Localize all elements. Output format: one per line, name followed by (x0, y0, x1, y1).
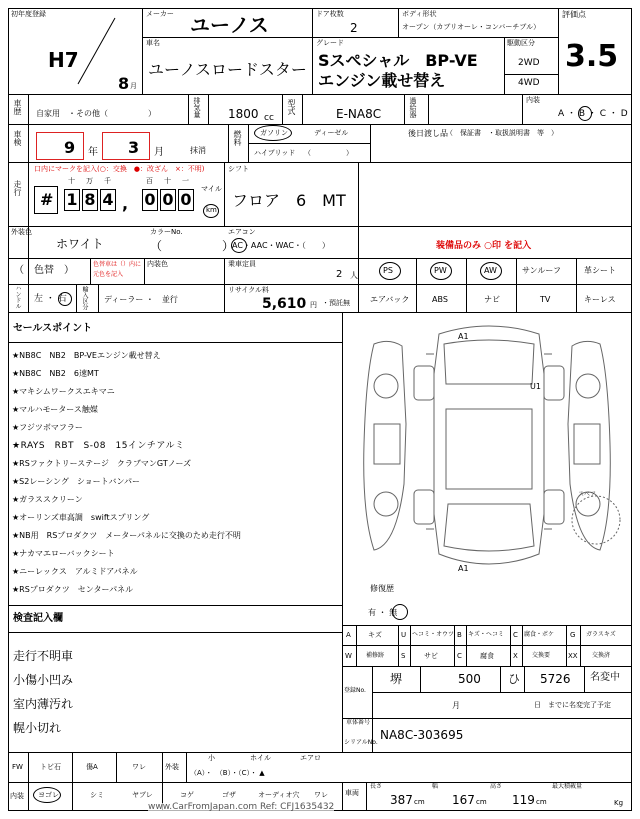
equip-navi: ナビ (484, 295, 500, 304)
length-label: 長さ (370, 783, 383, 790)
equip-aw: AW (484, 266, 497, 275)
slash-divider (70, 16, 120, 86)
registration-month-unit: 月 (452, 701, 460, 710)
drive-label: 駆動区分 (507, 39, 535, 47)
repaint-value: （ 色替 ） (14, 265, 74, 276)
width-value: 167 (452, 793, 475, 807)
height-value: 119 (512, 793, 535, 807)
grade-label: グレード (316, 39, 344, 47)
shift-label: シフト (228, 165, 249, 173)
sales-point-item: ★マキシムワークスエキマニ (12, 387, 115, 396)
inspection-note-item: 小傷小凹み (13, 673, 74, 687)
damage-mark-a1-bottom: A1 (458, 564, 469, 573)
damage-mark-a1-top: A1 (458, 332, 469, 341)
sales-point-item: ★ガラススクリーン (12, 495, 83, 504)
mileage-digit: 0 (160, 189, 176, 211)
handle-right-mark (58, 292, 72, 306)
mileage-hash: # (40, 190, 54, 209)
first-reg-month: 8 (118, 74, 130, 93)
maker-label: メーカー (146, 10, 174, 18)
sales-point-item: ★S2レーシング ショートバンパー (12, 477, 140, 486)
sales-point-item: ★ニーレックス アルミドアパネル (12, 567, 138, 576)
sales-point-item: ★オーリンズ車高調 swiftスプリング (12, 513, 150, 522)
repair-history-options: 有 ・ 無 (368, 608, 398, 617)
body-type-label: ボディ形状 (402, 10, 437, 18)
length-value: 387 (390, 793, 413, 807)
sales-point-item: ★NB8C NB2 6速MT (12, 369, 99, 378)
shift-value: フロア 6 MT (232, 191, 346, 210)
docs-value: （ 保証書 ・取扱説明書 等 ） (446, 129, 558, 137)
load-label: 最大積載量 (552, 783, 583, 790)
inner-color-label: 内装色 (147, 260, 168, 268)
mileage-unit-5: 一 (182, 177, 189, 185)
inner-item: ヤブレ (132, 791, 153, 799)
displacement-value: 1800 (228, 107, 259, 121)
drive-2wd: 2WD (518, 58, 540, 68)
exterior-wheel: ホイル (250, 754, 271, 762)
legend-code: G (570, 631, 576, 639)
type-value: E-NA8C (336, 107, 382, 121)
length-unit: cm (414, 798, 425, 806)
recycle-value: 5,610 (262, 296, 307, 312)
inner-item: シミ (90, 791, 104, 799)
fuel-gas: ガソリン (260, 129, 288, 137)
equip-leather: 革シート (584, 266, 616, 275)
recycle-unit: 円 (310, 301, 317, 309)
inspection-expired: 抹消 (190, 146, 206, 155)
legend-desc: 腐食・ボケ (524, 631, 555, 638)
height-unit: cm (536, 798, 547, 806)
inspection-notes-title: 検査記入欄 (13, 613, 63, 624)
car-history-label: 車歴 (13, 99, 22, 115)
sales-point-item: ★RSファクトリーステージ クラブマンGTノーズ (12, 459, 192, 468)
interior-label: 内装 (526, 96, 540, 104)
mileage-unit-4: 十 (164, 177, 171, 185)
import-label: 輸入区分 (81, 286, 88, 310)
damage-mark-u1: U1 (530, 382, 541, 391)
inner-item: ゴザ (222, 791, 236, 799)
vin-value: NA8C-303695 (380, 728, 464, 742)
model-name-value: ユーノスロードスター (148, 60, 307, 79)
legend-code: B (457, 631, 462, 639)
registration-label: 登録No. (344, 687, 366, 694)
inspection-note-item: 走行不明車 (13, 649, 74, 663)
score-value: 3.5 (565, 39, 619, 74)
sales-point-item: ★マルハモータース触媒 (12, 405, 98, 414)
equipment-note: 装備品のみ ○印 を記入 (436, 241, 532, 251)
equip-abs: ABS (432, 295, 448, 304)
grade-line-1: Sスペシャル BP-VE (318, 51, 478, 70)
exterior-bottom-label: 外装 (165, 763, 179, 771)
legend-desc: 交換済 (592, 652, 611, 659)
ac-label: エアコン (228, 228, 256, 236)
first-reg-year: H7 (48, 48, 79, 72)
handle-label: ハンドル (14, 285, 21, 309)
repaint-note-1: 色替車は（）内に (93, 261, 142, 268)
sales-point-item: ★フジツボマフラー (12, 423, 83, 432)
legend-code: XX (568, 652, 578, 660)
mileage-digit: 0 (142, 189, 158, 211)
fw-item: ワレ (132, 763, 146, 771)
equip-sunroof: サンルーフ (522, 266, 561, 275)
sales-point-item: ★NB用 RSプロダクツ メーターパネルに交換のため走行不明 (12, 531, 241, 540)
capacity-unit: 人 (350, 271, 358, 280)
docs-label: 後日渡し品 (408, 129, 448, 138)
handle-value: 左 ・ 右 (34, 294, 67, 304)
registration-date-note: 日 までに名変完了予定 (534, 701, 611, 709)
mileage-unit-0: 十 (68, 177, 75, 185)
inspection-month: 3 (128, 138, 140, 157)
doors-label: ドア枚数 (316, 10, 344, 18)
equip-pw: PW (434, 266, 447, 275)
sales-point-item: ★RSプロダクツ センターパネル (12, 585, 134, 594)
fuel-diesel: ディーゼル (314, 129, 349, 137)
fw-item: 傷A (86, 763, 98, 771)
mileage-note: 口内にマークを記入(○：交換 ●：改ざん ×：不明) (34, 165, 205, 173)
width-unit: cm (476, 798, 487, 806)
registration-kana: ひ (508, 672, 521, 686)
recycle-label: リサイクル料 (228, 286, 270, 294)
ac-options: AC・AAC・WAC・（ ） (232, 241, 330, 250)
legend-code: A (346, 631, 351, 639)
inner-item: オーディオ穴 (258, 791, 300, 799)
mileage-digit: 1 (64, 189, 80, 211)
fw-item: トビ石 (40, 763, 61, 771)
sales-point-item: ★ナカマエローバックシート (12, 549, 115, 558)
inspection-note-item: 幌小切れ (13, 721, 62, 735)
mileage-km: km (206, 206, 217, 214)
exterior-aero: エアロ (300, 754, 321, 762)
exterior-color-label: 外装色 (11, 228, 32, 236)
exterior-options: （A）・ （B）・（C）・ ▲ (190, 769, 265, 777)
sales-points-title: セールスポイント (13, 323, 93, 334)
charge-label: 過給器 (409, 97, 417, 118)
grade-line-2: エンジン載せ替え (318, 71, 446, 90)
mileage-comma: , (122, 194, 129, 213)
legend-desc: キズ (368, 631, 382, 639)
exterior-color-value: ホワイト (56, 237, 104, 251)
import-value: ディーラー ・ 並行 (104, 295, 178, 304)
body-type-value: オープン（カブリオーレ・コンバーチブル） (402, 23, 541, 31)
registration-class: 500 (458, 672, 481, 686)
inspection-note-item: 室内薄汚れ (13, 697, 74, 711)
exterior-small: 小 (208, 754, 215, 762)
car-body-diagram (344, 314, 630, 576)
fuel-other: （ ） (304, 149, 353, 157)
mileage-unit-3: 百 (146, 177, 153, 185)
sales-point-item: ★NB8C NB2 BP-VEエンジン載せ替え (12, 351, 161, 360)
equip-airbag: エアバック (370, 295, 410, 304)
inspection-month-box (102, 132, 150, 160)
vin-serial-label: シリアルNo. (344, 739, 378, 746)
watermark: www.CarFromJapan.com Ref: CFJ1635432 (148, 802, 335, 812)
registration-number: 5726 (540, 672, 571, 686)
drive-4wd: 4WD (518, 78, 540, 88)
legend-desc: 補修跡 (366, 652, 385, 659)
color-no-value: （ ） (150, 239, 235, 253)
displacement-unit: cc (264, 113, 274, 123)
legend-code: S (401, 652, 406, 660)
interior-grade-mark (578, 106, 592, 121)
legend-desc: ヘコミ・オウツ (412, 631, 455, 638)
repair-none-mark (392, 604, 408, 620)
first-reg-label: 初年度登録 (11, 10, 46, 18)
registration-office: 堺 (390, 672, 403, 686)
score-label: 評価点 (562, 10, 586, 19)
inspection-year-box (36, 132, 84, 160)
width-label: 幅 (432, 783, 439, 790)
legend-desc: サビ (424, 652, 438, 660)
mileage-unit-2: 千 (104, 177, 111, 185)
legend-code: U (401, 631, 407, 639)
load-unit: Kg (614, 799, 624, 807)
legend-desc: ガラスキズ (586, 631, 616, 638)
capacity-value: 2 (336, 269, 343, 280)
inner-bottom-label: 内装 (10, 792, 24, 800)
first-reg-month-unit: 月 (130, 82, 137, 90)
type-label: 型式 (287, 99, 296, 115)
mileage-digit: 8 (82, 189, 98, 211)
dims-label: 車両 (345, 789, 359, 797)
vin-label: 車体番号 (346, 719, 371, 726)
model-name-label: 車名 (146, 39, 160, 47)
inner-item: コゲ (180, 791, 194, 799)
spare-label: スペア (578, 491, 597, 498)
mileage-unit-1: 万 (86, 177, 93, 185)
capacity-label: 乗車定員 (228, 260, 256, 268)
legend-desc: 交換要 (532, 652, 551, 659)
ac-mark (231, 238, 247, 253)
inner-item: ワレ (314, 791, 328, 799)
sales-point-item: ★RAYS RBT S-08 15インチアルミ (12, 441, 185, 451)
height-label: 高さ (490, 783, 503, 790)
legend-code: W (345, 652, 352, 660)
recycle-deposit: ・預託無 (322, 299, 350, 307)
fuel-gas-mark (254, 125, 292, 141)
fw-label: FW (12, 763, 23, 771)
mileage-label: 走行 (13, 180, 22, 196)
legend-code: X (513, 652, 518, 660)
mileage-mile: マイル (201, 185, 222, 193)
legend-desc: 腐食 (480, 652, 494, 660)
equip-tv: TV (540, 295, 551, 304)
inspection-month-unit: 月 (154, 147, 164, 158)
doors-value: 2 (350, 21, 358, 35)
inspection-year-unit: 年 (88, 147, 98, 158)
legend-code: C (457, 652, 462, 660)
mileage-digit: 4 (100, 189, 116, 211)
displacement-label: 排気量 (193, 97, 201, 118)
equip-ps: PS (383, 266, 393, 275)
fuel-hybrid: ハイブリッド (254, 149, 296, 157)
inspection-year: 9 (64, 138, 76, 157)
equip-keyless: キーレス (584, 295, 616, 304)
color-no-label: カラーNo. (150, 228, 183, 236)
legend-code: C (513, 631, 518, 639)
repaint-note-2: 元色を記入 (93, 271, 124, 278)
usage-value: 自家用 ・その他（ ） (36, 109, 156, 118)
fuel-label: 燃料 (233, 130, 242, 146)
legend-desc: キズ・ヘコミ (468, 631, 504, 638)
maker-value: ユーノス (190, 13, 269, 37)
repair-history-label: 修復歴 (370, 584, 394, 593)
registration-change: 名変中 (590, 672, 620, 683)
inner-item: ヨゴレ (38, 791, 59, 799)
inspection-label: 車検 (13, 130, 22, 146)
mileage-digit: 0 (178, 189, 194, 211)
interior-grades: A ・ B ・ C ・ D (558, 109, 628, 119)
